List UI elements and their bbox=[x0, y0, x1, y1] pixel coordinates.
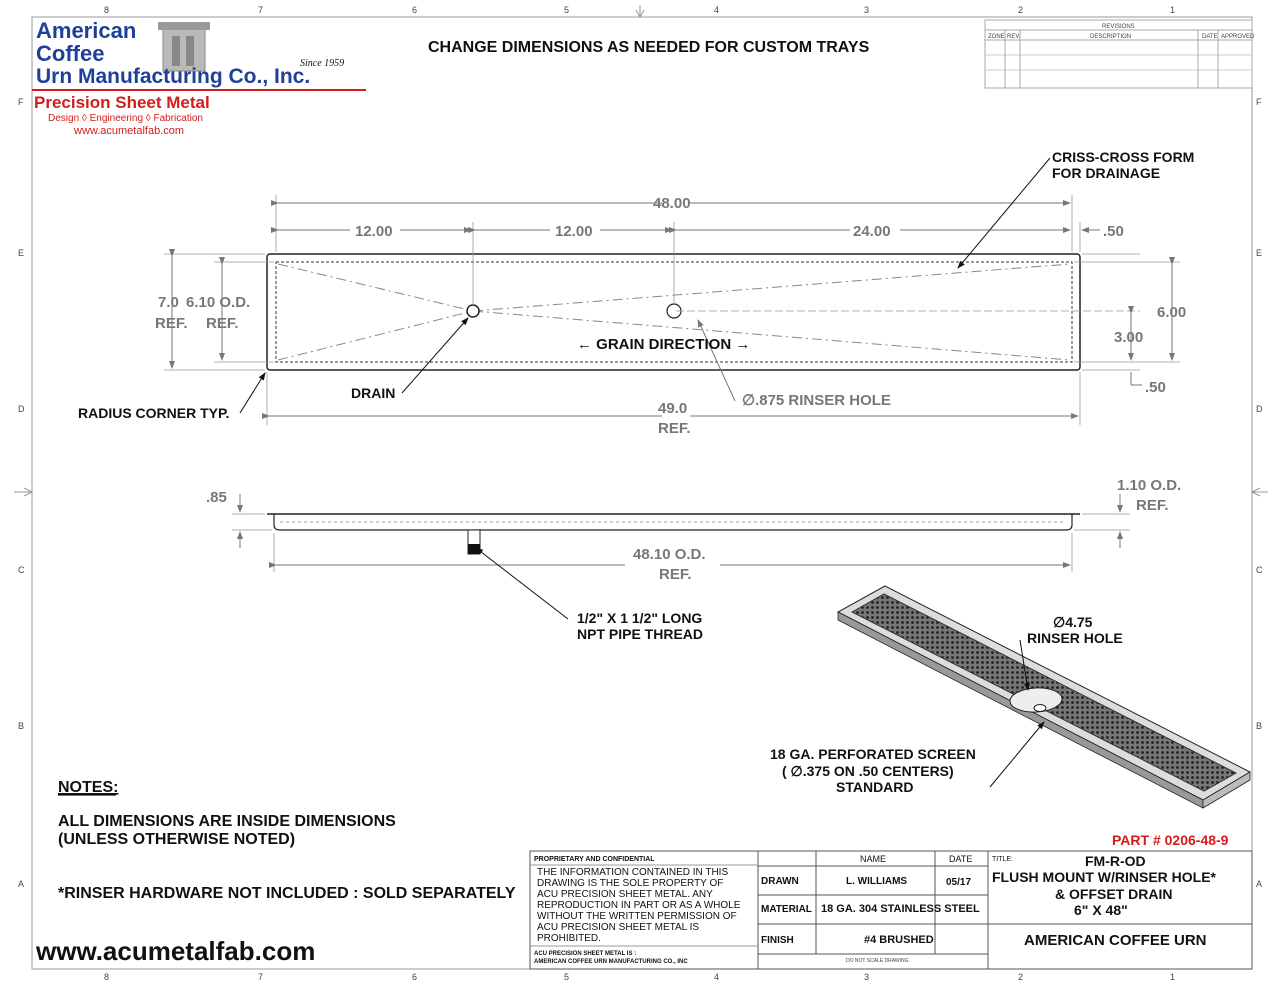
note-line-3: *RINSER HARDWARE NOT INCLUDED : SOLD SEPARATELY bbox=[58, 885, 516, 902]
material-value: 18 GA. 304 STAINLESS STEEL bbox=[821, 903, 980, 915]
proprietary-text: DRAWING IS THE SOLE PROPERTY OF bbox=[537, 878, 724, 889]
ref-width-b2: REF. bbox=[206, 315, 239, 332]
od-length-ref: REF. bbox=[659, 566, 692, 583]
zone-letter: B bbox=[18, 721, 25, 731]
dim-12-a: 12.00 bbox=[355, 223, 393, 240]
zone-number: 2 bbox=[1018, 972, 1024, 982]
zone-letter: C bbox=[18, 565, 25, 575]
zone-numbers-bottom bbox=[104, 972, 1175, 982]
title-line-4: 6" X 48" bbox=[1074, 902, 1128, 918]
zone-letter: D bbox=[18, 404, 25, 414]
logo-since: Since 1959 bbox=[300, 58, 345, 69]
drawn-date: 05/17 bbox=[946, 877, 972, 888]
rinser-hole-label: ∅.875 RINSER HOLE bbox=[742, 392, 891, 409]
acu-line-2: AMERICAN COFFEE URN MANUFACTURING CO., INC bbox=[534, 959, 688, 965]
zone-letter: A bbox=[18, 879, 25, 889]
logo-line2: Coffee bbox=[36, 41, 105, 66]
revision-col: ZONE bbox=[988, 34, 1005, 40]
zone-number: 3 bbox=[864, 972, 870, 982]
iso-view bbox=[770, 586, 1250, 808]
page-title: CHANGE DIMENSIONS AS NEEDED FOR CUSTOM TRAYS bbox=[428, 39, 870, 56]
screen-label-1: 18 GA. PERFORATED SCREEN bbox=[770, 746, 976, 762]
zone-letter: D bbox=[1256, 404, 1263, 414]
od-height-dim: 1.10 O.D. bbox=[1117, 477, 1182, 494]
od-height-ref: REF. bbox=[1136, 497, 1169, 514]
zone-number: 7 bbox=[258, 5, 264, 15]
depth-dim: .85 bbox=[206, 489, 227, 506]
logo-services: Design ◊ Engineering ◊ Fabrication bbox=[48, 113, 203, 124]
proprietary-text: WITHOUT THE WRITTEN PERMISSION OF bbox=[537, 911, 737, 922]
finish-value: #4 BRUSHED bbox=[864, 934, 934, 946]
zone-number: 4 bbox=[714, 5, 720, 15]
zone-number: 6 bbox=[412, 5, 418, 15]
centering-mark-icon bbox=[1252, 488, 1268, 496]
pipe-thread-label-2: NPT PIPE THREAD bbox=[577, 626, 704, 642]
zone-letter: F bbox=[18, 97, 24, 107]
overall-ref: 49.0 bbox=[658, 400, 688, 417]
iso-rinser-label-2: RINSER HOLE bbox=[1027, 630, 1123, 646]
company-name: AMERICAN COFFEE URN bbox=[1024, 932, 1207, 949]
zone-number: 7 bbox=[258, 972, 264, 982]
title-block bbox=[530, 851, 1252, 969]
notes-heading: NOTES: bbox=[58, 779, 119, 796]
screen-label-2: ( ∅.375 ON .50 CENTERS) bbox=[782, 763, 954, 779]
top-view bbox=[78, 149, 1194, 437]
company-logo bbox=[32, 18, 366, 137]
zone-number: 3 bbox=[864, 5, 870, 15]
criss-cross-label-1: CRISS-CROSS FORM bbox=[1052, 149, 1195, 165]
zone-letter: E bbox=[18, 248, 25, 258]
zone-number: 1 bbox=[1170, 5, 1176, 15]
radius-label: RADIUS CORNER TYP. bbox=[78, 405, 230, 421]
footer-url: www.acumetalfab.com bbox=[36, 936, 316, 966]
pipe-thread-label-1: 1/2" X 1 1/2" LONG bbox=[577, 610, 703, 626]
revision-col: DATE bbox=[1202, 34, 1218, 40]
notes bbox=[58, 779, 516, 902]
drawn-name: L. WILLIAMS bbox=[846, 876, 908, 887]
title-line-2: FLUSH MOUNT W/RINSER HOLE* bbox=[992, 869, 1216, 885]
zone-number: 1 bbox=[1170, 972, 1176, 982]
zone-number: 5 bbox=[564, 5, 570, 15]
logo-line1: American bbox=[36, 18, 137, 43]
drain-label: DRAIN bbox=[351, 385, 396, 401]
dim-width: 6.00 bbox=[1157, 304, 1187, 321]
centering-mark-icon bbox=[636, 5, 644, 17]
proprietary-text: ACU PRECISION SHEET METAL. ANY bbox=[537, 889, 713, 900]
dim-flange-bottom: .50 bbox=[1145, 379, 1166, 396]
name-header: NAME bbox=[860, 854, 887, 864]
zone-number: 5 bbox=[564, 972, 570, 982]
logo-line3: Urn Manufacturing Co., Inc. bbox=[36, 65, 311, 88]
zone-letter: B bbox=[1256, 721, 1263, 731]
title-line-3: & OFFSET DRAIN bbox=[1055, 886, 1173, 902]
centering-mark-icon bbox=[14, 488, 32, 496]
acu-line: ACU PRECISION SHEET METAL IS : bbox=[534, 951, 637, 957]
revision-col: APPROVED bbox=[1221, 34, 1255, 40]
zone-letter: A bbox=[1256, 879, 1263, 889]
grain-direction: ← GRAIN DIRECTION → bbox=[577, 336, 751, 353]
logo-url: www.acumetalfab.com bbox=[74, 125, 185, 137]
proprietary-heading: PROPRIETARY AND CONFIDENTIAL bbox=[534, 856, 655, 863]
note-line-2: (UNLESS OTHERWISE NOTED) bbox=[58, 831, 296, 848]
dim-overall: 48.00 bbox=[653, 195, 691, 212]
part-number: PART # 0206-48-9 bbox=[1112, 832, 1229, 848]
criss-cross-label-2: FOR DRAINAGE bbox=[1052, 165, 1161, 181]
dim-12-b: 12.00 bbox=[555, 223, 593, 240]
drawn-label: DRAWN bbox=[761, 876, 799, 887]
drain-hole bbox=[467, 305, 479, 317]
material-label: MATERIAL bbox=[761, 904, 812, 915]
ref-width-b: 6.10 O.D. bbox=[186, 294, 251, 311]
zone-number: 4 bbox=[714, 972, 720, 982]
zone-letter: F bbox=[1256, 97, 1262, 107]
zone-letters-right bbox=[1256, 97, 1263, 889]
overall-ref2: REF. bbox=[658, 420, 691, 437]
revision-col: REV. bbox=[1007, 34, 1021, 40]
title-label: TITLE: bbox=[992, 856, 1014, 863]
note-line-1: ALL DIMENSIONS ARE INSIDE DIMENSIONS bbox=[58, 813, 396, 830]
ref-width-a2: REF. bbox=[155, 315, 188, 332]
screen-label-3: STANDARD bbox=[836, 779, 914, 795]
od-length-dim: 48.10 O.D. bbox=[633, 546, 706, 563]
zone-number: 8 bbox=[104, 972, 110, 982]
proprietary-text: THE INFORMATION CONTAINED IN THIS bbox=[537, 867, 729, 878]
zone-number: 8 bbox=[104, 5, 110, 15]
iso-rinser-label-1: ∅4.75 bbox=[1053, 614, 1093, 630]
ref-width-a: 7.0 bbox=[158, 294, 179, 311]
logo-banner: Precision Sheet Metal bbox=[34, 93, 210, 112]
zone-number: 6 bbox=[412, 972, 418, 982]
zone-letter: C bbox=[1256, 565, 1263, 575]
proprietary-text: ACU PRECISION SHEET METAL IS bbox=[537, 922, 700, 933]
revision-title: REVISIONS bbox=[1102, 24, 1135, 30]
side-view bbox=[206, 477, 1181, 642]
revision-col: DESCRIPTION bbox=[1090, 34, 1132, 40]
revision-table bbox=[985, 20, 1255, 88]
title-line-1: FM-R-OD bbox=[1085, 853, 1146, 869]
proprietary-text: REPRODUCTION IN PART OR AS A WHOLE bbox=[537, 900, 741, 911]
date-header: DATE bbox=[949, 854, 973, 864]
dim-flange-top: .50 bbox=[1103, 223, 1124, 240]
zone-letters-left bbox=[18, 97, 25, 889]
no-scale-note: DO NOT SCALE DRAWING bbox=[846, 958, 909, 964]
dim-24: 24.00 bbox=[853, 223, 891, 240]
zone-letter: E bbox=[1256, 248, 1263, 258]
dim-center: 3.00 bbox=[1114, 329, 1144, 346]
proprietary-text: PROHIBITED. bbox=[537, 933, 601, 944]
finish-label: FINISH bbox=[761, 935, 794, 946]
zone-number: 2 bbox=[1018, 5, 1024, 15]
